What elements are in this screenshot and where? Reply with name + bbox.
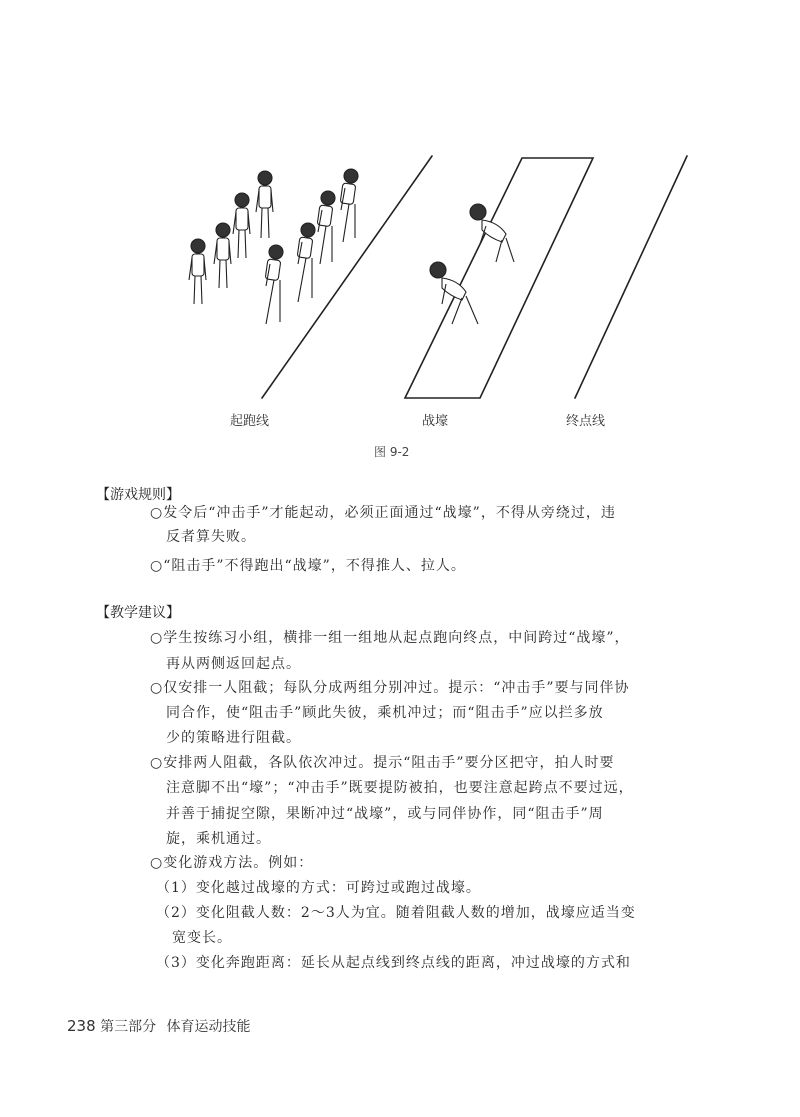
finish-line-label: 终点线 [566, 414, 606, 429]
figure-caption: 图 9-2 [374, 445, 410, 459]
page-footer [67, 1016, 251, 1036]
footer-part: 第三部分 [100, 1019, 157, 1035]
rules-line: 反者算失败。 [166, 529, 256, 545]
defenders-in-trench [430, 204, 514, 324]
rules-line: ○发令后“冲击手”才能起动，必须正面通过“战壕”，不得从旁绕过，违 [150, 505, 616, 521]
advice-line: ○变化游戏方法。例如： [150, 855, 314, 871]
advice-line: 宽变长。 [172, 930, 232, 946]
child-figure [214, 223, 231, 288]
child-figure [265, 245, 283, 324]
trench-label: 战壕 [422, 414, 449, 429]
advice-line: （3）变化奔跑距离：延长从起点线到终点线的距离，冲过战壕的方式和 [156, 955, 631, 971]
figure-9-2-illustration [0, 0, 800, 470]
child-figure [256, 171, 273, 238]
page-number: 238 [67, 1017, 96, 1035]
rules-line: ○“阻击手”不得跑出“战壕”，不得推人、拉人。 [150, 558, 466, 574]
child-figure [317, 191, 335, 264]
advice-line: ○学生按练习小组，横排一组一组地从起点跑向终点，中间跨过“战壕”， [150, 630, 630, 646]
child-figure [189, 239, 206, 304]
finish-line [575, 156, 687, 398]
advice-line: 同合作，使“阻击手”顾此失彼，乘机冲过；而“阻击手”应以拦多放 [166, 705, 604, 721]
defender-figure [430, 262, 478, 324]
advice-line: ○仅安排一人阻截；每队分成两组分别冲过。提示：“冲击手”要与同伴协 [150, 680, 630, 696]
advice-section-title: 【教学建议】 [96, 605, 180, 621]
advice-line: 少的策略进行阻截。 [166, 730, 301, 746]
advice-line: 注意脚不出“壕”；“冲击手”既要提防被拍，也要注意起跨点不要过远， [166, 780, 634, 796]
advice-line: 再从两侧返回起点。 [166, 656, 301, 672]
children-queue-front-row [265, 169, 358, 324]
footer-chapter: 体育运动技能 [166, 1019, 251, 1035]
advice-line: （1）变化越过战壕的方式：可跨过或跑过战壕。 [156, 880, 481, 896]
start-line-label: 起跑线 [230, 414, 270, 429]
rules-section-title: 【游戏规则】 [96, 487, 180, 503]
advice-line: 旋，乘机通过。 [166, 831, 271, 847]
advice-line: ○安排两人阻截，各队依次冲过。提示“阻击手”要分区把守，拍人时要 [150, 755, 615, 771]
child-figure [297, 223, 315, 302]
defender-figure [470, 204, 514, 262]
trench-rectangle [405, 158, 593, 398]
children-queue-back-row [189, 171, 273, 304]
child-figure [340, 169, 358, 242]
advice-line: （2）变化阻截人数：2～3人为宜。随着阻截人数的增加，战壕应适当变 [156, 905, 636, 921]
advice-line: 并善于捕捉空隙，果断冲过“战壕”，或与同伴协作，同“阻击手”周 [166, 806, 604, 822]
child-figure [233, 193, 250, 258]
